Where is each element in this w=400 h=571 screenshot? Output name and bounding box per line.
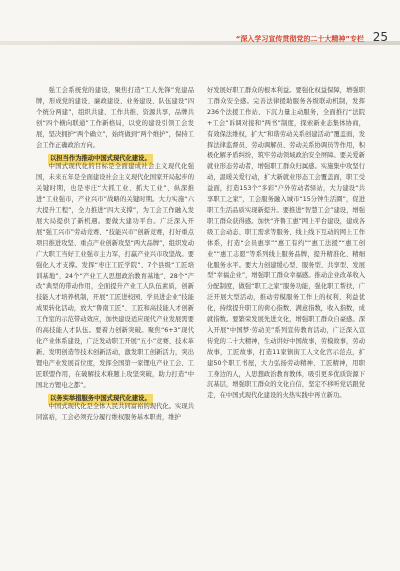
right-paragraph: 好发展好职工群众的根本利益。要强化权益保障，增强职工群众安全感。完善法律援助服务各级联动机制，发挥236个法援工作站、下沉力量主动服务，全面推行“法院+工会”诉调对接和“两书”制度，探索新业态集体协商，有效保法维权，扩大“和谐劳动关系创建活动”覆盖面，发挥法律监督员、劳动调解员、劳动关系协调员等作用，积极化解矛盾纠纷，筑牢劳动领域政治安全屏障。要关爱新就业形态劳动者，增强职工群众归属感。实施集中攻坚行动，温暖关爱行动，扩大新就业形态工会覆盖面，职工受益面，打造153个“多彩”户外劳动者驿站，大力建设“共享职工之家”，工会服务融入城市“15分钟生活圈”，促进职工生活品质实现新提升。要推进“智慧工会”建设，增强职工群众获得感。加快“齐鲁工惠”网上平台建设，建成各级工会动态、职工需求等服务、线上线下互动的网上工作体系，打造“会员惠享”“惠工有约”“惠工法援”“惠工创业”“惠工志愿”等系列线上服务品牌，提升精准化、精细化服务水平。要大力创建缓心型、服务型、共享型、发展型“幸福企业”，增强职工群众幸福感。推动企业改革收入分配制度，做强“职工之家”服务功能，强化职工帮扶，广泛开展大型活动，推动劳模服务工作上的权利、利益优化，持续提升职工的荷心指数、满意指数，收入指数，成就指数。要繁荣发展先进文化，增强职工群众自豪感。深入开展“中国梦·劳动美”系列宣传教育活动，广泛深入宣传党的二十大精神，生动讲好中国故事，劳模故事，劳动故事，工匠故事，打造11家镇街工人文化宫示范点，扩建50个职工书屋，大力弘扬劳动精神、工匠精神，用职工身边的人，人思想政治教育教体，吸引更多优质资源下沉基层，增强职工群众的文化自信，坚定不移听党话跟党走，在中国式现代化建设的火热实践中再立新功。 [207,87,365,400]
section-2-paragraph: 中国式现代化是全体人民共同富裕的现代化。实现共同富裕，工会必须充分履行维权服务基本职责，维护 [36,403,194,422]
page-number: 25 [372,30,388,44]
section-heading-wrapper [36,391,194,402]
section-1-paragraph: 中国式现代化的目标是全面建成社会主义现代化强国，未来五年是全面建设社会主义现代化国家开局起步的关键时期，也是枣庄“大抓工业、抓大工业”、纵深推进“工业强市，产业兴市”战略的关键时期。大力实施“六大提升工程”，全力推进“四大支撑”，为工会工作融入发展大局提供了新机遇。要做大建功平台。广泛深入开展“强工兴市”劳动竞赛、“技能兴市”创新竞赛，打好重点项目推进攻坚、重点产业创新攻坚“两大品牌”，组织发动广大职工当好工业强市主力军，打赢产业兴市攻坚战。要强化人才支撑。发挥“枣庄工匠学院”、7个县级“工匠培训基地”、24个“产业工人思想政治教育基地”、28个“产改”典型的带动作用，全面提升产业工人队伍素质，创新技能人才培养机制，开展“工匠进校园、学员进企业”技能成果转化活动，放大“鲁南工匠”、工匠和高技能人才创新工作室的示范带动效应，加快建设适应现代产业发展需要的高技能人才队伍。要着力创新突破。聚焦“6+3”现代化产业体系建设，广泛发动职工开展“五小”竞赛、技术革新、发明创造等技术创新活动，激发职工创新活力，突出锂电产业发展首位度，发挥全国第一家锂电产业工会、工匠联盟作用，在破解技术难题上攻坚突破，助力打造“中国北方锂电之都”。 [36,163,194,389]
intro-paragraph: 强工会系统党的建设，聚焦打造“工人先锋”党建品牌，形成党的建设、廉政建设、业务建设、队伍建设“四个统分两建”，组织共建、工作共推、资源共享，品牌共创“四个横向联通”工作新格局，以党的建设引领工会发展，坚决拥护“两个确立”，始终做到“两个维护”，保持工会工作正确政治方向。 [36,87,194,149]
section-heading-wrapper [36,151,194,162]
right-column [207,86,365,402]
section-heading-2: 以务实举措服务中国式现代化建设。 [48,394,153,405]
left-column [36,86,194,424]
section-heading-1: 以担当作为推动中国式现代化建设。 [48,154,153,165]
column-header-title: “深入学习宣传贯彻党的二十大精神”专栏 [235,35,364,43]
